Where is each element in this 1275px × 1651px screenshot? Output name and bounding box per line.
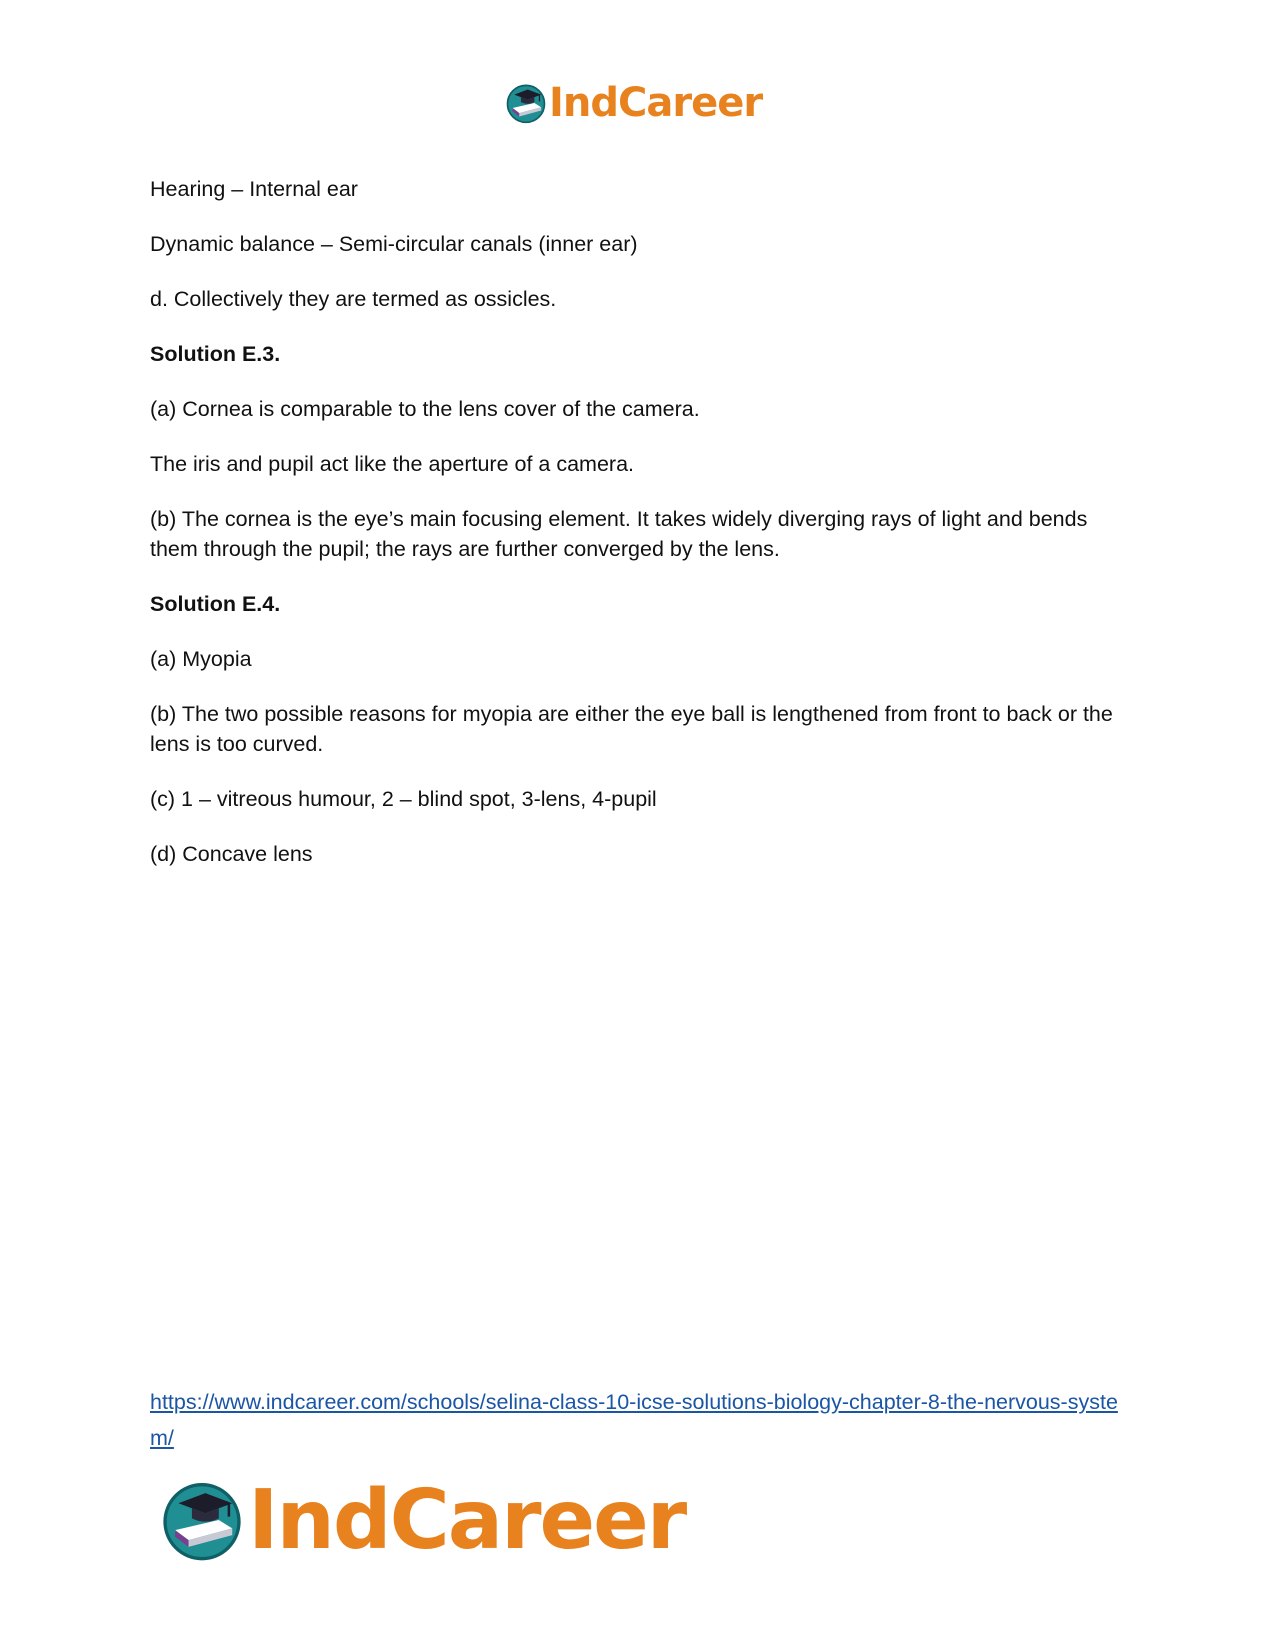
paragraph-myopia: (a) Myopia: [150, 647, 252, 671]
paragraph-dynamic-balance: Dynamic balance – Semi-circular canals (inner ear): [150, 232, 638, 256]
footer-logo: [160, 1470, 685, 1570]
source-url-link[interactable]: https://www.indcareer.com/schools/selina-class-10-icse-solutions-biology-chapter-8-the-nervous-system/: [150, 1390, 1118, 1450]
header-logo-text: IndCareer: [549, 80, 763, 126]
heading-solution-e3: Solution E.3.: [150, 342, 281, 366]
paragraph-cornea-lens-cover: (a) Cornea is comparable to the lens cover of the camera.: [150, 397, 700, 421]
paragraph-ossicles: d. Collectively they are termed as ossicles.: [150, 287, 557, 311]
paragraph-concave-lens: (d) Concave lens: [150, 842, 313, 866]
paragraph-eye-parts: (c) 1 – vitreous humour, 2 – blind spot, 3-lens, 4-pupil: [150, 787, 657, 811]
header-logo: [505, 78, 762, 128]
paragraph-hearing: Hearing – Internal ear: [150, 177, 358, 201]
footer-logo-emblem-icon: [160, 1478, 244, 1562]
logo-emblem-icon: [505, 82, 547, 124]
footer-logo-text: IndCareer: [248, 1472, 686, 1568]
heading-solution-e4: Solution E.4.: [150, 592, 281, 616]
paragraph-cornea-focusing: (b) The cornea is the eye’s main focusing element. It takes widely diverging rays of light and bends them through the pupil; the rays are further converged by the lens.: [150, 507, 1088, 561]
paragraph-myopia-reasons: (b) The two possible reasons for myopia are either the eye ball is lengthened from front to back or the lens is too curved.: [150, 702, 1113, 756]
document-body: [150, 174, 1130, 894]
paragraph-iris-pupil: The iris and pupil act like the aperture of a camera.: [150, 452, 635, 476]
